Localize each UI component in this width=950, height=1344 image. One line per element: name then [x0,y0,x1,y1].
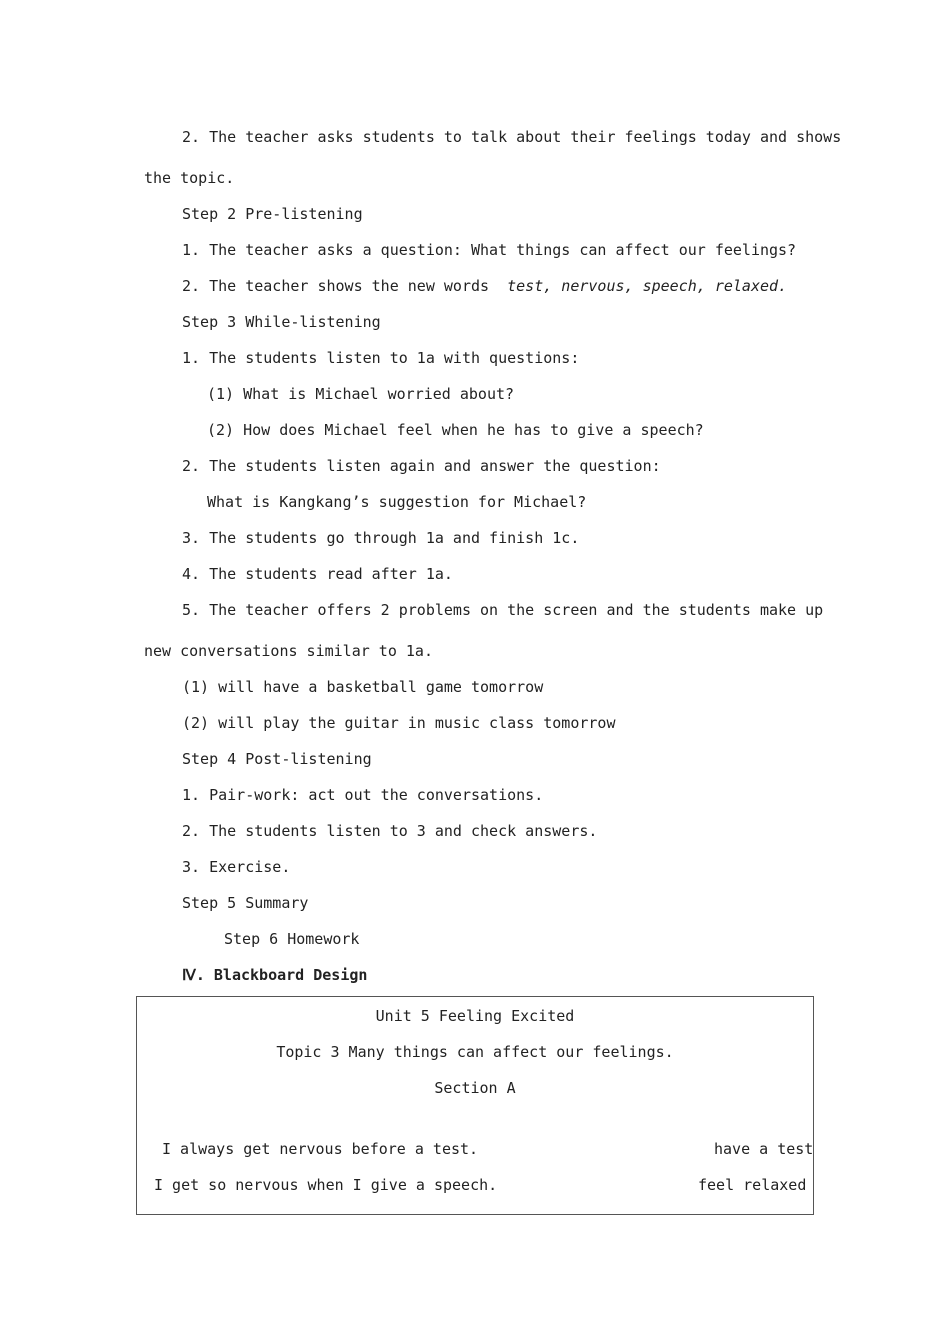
board-phrase-2: feel relaxed [698,1176,807,1194]
problem-2: (2) will play the guitar in music class tomorrow [182,714,616,732]
step3-heading: Step 3 While-listening [182,313,381,331]
step5-heading: Step 5 Summary [182,894,309,912]
step3-item5-line2: new conversations similar to 1a. [144,642,433,660]
step2-item2 [182,277,787,295]
step3-question2: (2) How does Michael feel when he has to give a speech? [207,421,704,439]
step4-item3: 3. Exercise. [182,858,291,876]
step3-item5-line1: 5. The teacher offers 2 problems on the screen and the students make up [182,601,824,619]
step1-item2-line1: 2. The teacher asks students to talk about their feelings today and shows [182,128,842,146]
step2-item1: 1. The teacher asks a question: What things can affect our feelings? [182,241,797,259]
board-title: Unit 5 Feeling Excited [375,1007,575,1025]
step3-item3: 3. The students go through 1a and finish 1c. [182,529,580,547]
step1-item2-line2: the topic. [144,169,235,187]
step4-item2: 2. The students listen to 3 and check answers. [182,822,598,840]
step3-item1: 1. The students listen to 1a with questions: [182,349,580,367]
step3-item4: 4. The students read after 1a. [182,565,453,583]
step4-heading: Step 4 Post-listening [182,750,372,768]
step3-item2: 2. The students listen again and answer the question: [182,457,661,475]
new-words: test, nervous, speech, relaxed. [507,277,788,295]
blackboard-design-heading: Ⅳ. Blackboard Design [182,966,368,984]
step2-heading: Step 2 Pre-listening [182,205,363,223]
step3-question1: (1) What is Michael worried about? [207,385,515,403]
step3-item2-question: What is Kangkang’s suggestion for Michael? [207,493,587,511]
board-section: Section A [434,1079,516,1097]
step2-item2-text: 2. The teacher shows the new words [182,277,490,295]
step6-heading: Step 6 Homework [224,930,360,948]
board-sentence-2: I get so nervous when I give a speech. [154,1176,498,1194]
board-sentence-1: I always get nervous before a test. [162,1140,479,1158]
blackboard-box [136,996,814,1215]
board-phrase-1: have a test [714,1140,814,1158]
step4-item1: 1. Pair-work: act out the conversations. [182,786,544,804]
board-topic: Topic 3 Many things can affect our feelings. [276,1043,674,1061]
problem-1: (1) will have a basketball game tomorrow [182,678,544,696]
